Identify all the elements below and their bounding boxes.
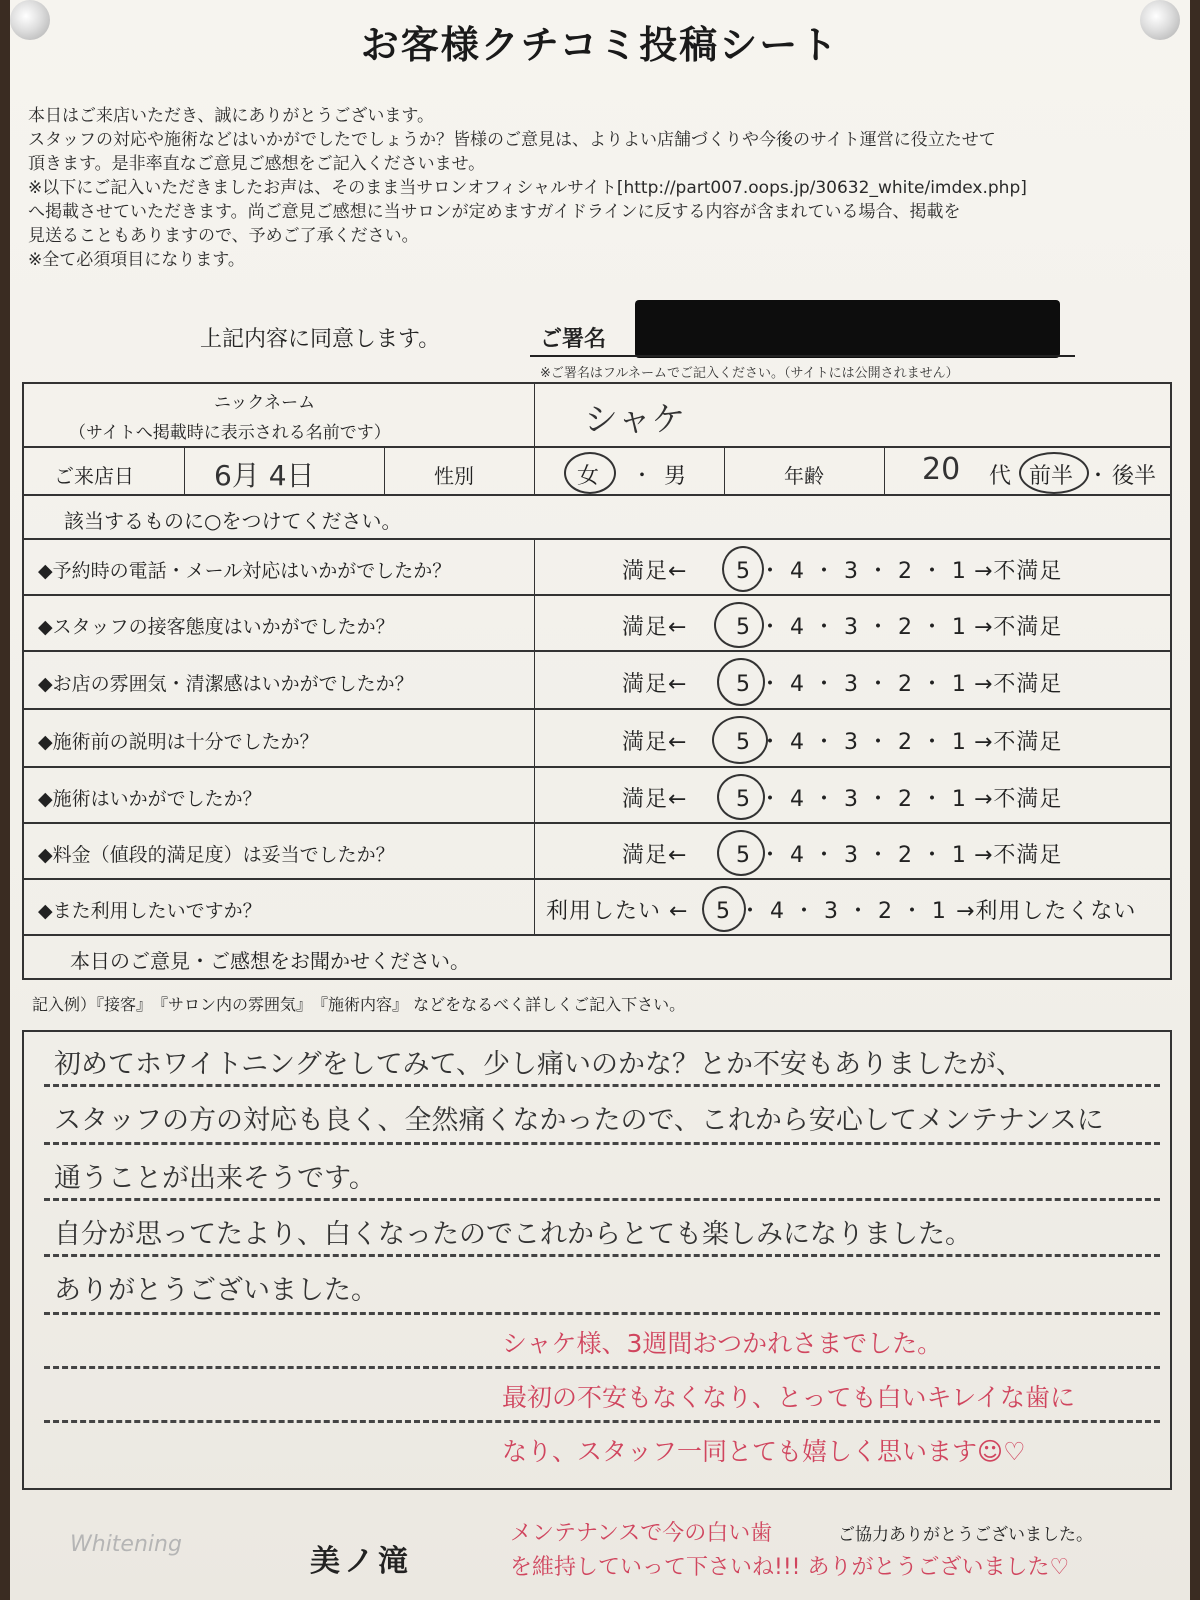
comment-area[interactable] bbox=[22, 1030, 1172, 1490]
dashed-line bbox=[44, 1420, 1160, 1423]
selection-circle bbox=[1019, 452, 1089, 494]
rating-scale[interactable]: 5 ・ 4 ・ 3 ・ 2 ・ 1 bbox=[736, 787, 967, 812]
question-text: ◆お店の雰囲気・清潔感はいかがでしたか？ bbox=[38, 673, 414, 695]
survey-sheet bbox=[10, 0, 1190, 1600]
intro-line: スタッフの対応や施術などはいかがでしたでしょうか？皆様のご意見は、よりよい店舗づくりや今後のサイト運営に役立たせて bbox=[28, 130, 996, 150]
customer-comment-line: 自分が思ってたより、白くなったのでこれからとても楽しみになりました。 bbox=[54, 1219, 972, 1250]
nickname-value[interactable]: シャケ bbox=[584, 400, 686, 440]
scale-left-label: 利用したい ← bbox=[546, 899, 689, 924]
divider bbox=[534, 384, 536, 446]
dashed-line bbox=[44, 1312, 1160, 1315]
rating-circle bbox=[717, 658, 765, 706]
rating-circle bbox=[717, 830, 765, 876]
scale-left-label: 満足← bbox=[622, 615, 688, 640]
customer-comment-line: 初めてホワイトニングをしてみて、少し痛いのかな？とか不安もありましたが、 bbox=[54, 1049, 1024, 1080]
comment-example: 記入例）『接客』 『サロン内の雰囲気』 『施術内容』 などをなるべく詳しくご記入下さい。 bbox=[32, 995, 686, 1014]
dashed-line bbox=[44, 1198, 1160, 1201]
question-row bbox=[22, 824, 1172, 880]
staff-footer-note: メンテナンスで今の白い歯 bbox=[510, 1521, 773, 1546]
dashed-line bbox=[44, 1254, 1160, 1257]
scale-right-label: →不満足 bbox=[974, 672, 1063, 697]
dashed-line bbox=[44, 1084, 1160, 1087]
question-row bbox=[22, 652, 1172, 710]
visit-date-value[interactable]: 6月 4日 bbox=[214, 459, 315, 492]
scale-left-label: 満足← bbox=[622, 672, 688, 697]
signature-line bbox=[530, 355, 1075, 357]
dashed-line bbox=[44, 1366, 1160, 1369]
gender-separator: ・ bbox=[632, 463, 652, 487]
intro-line: へ掲載させていただきます。尚ご意見ご感想に当サロンが定めますガイドラインに反する内容が含まれている場合、掲載を bbox=[28, 202, 961, 222]
question-text: ◆予約時の電話・メール対応はいかがでしたか？ bbox=[38, 560, 452, 582]
rating-circle bbox=[717, 774, 765, 820]
gender-female[interactable]: 女 bbox=[577, 464, 600, 489]
divider bbox=[534, 448, 536, 494]
age-value[interactable]: 20 bbox=[922, 452, 961, 487]
divider bbox=[534, 880, 536, 934]
age-second-half[interactable]: 後半 bbox=[1112, 464, 1157, 489]
scale-left-label: 満足← bbox=[622, 559, 688, 584]
rating-scale[interactable]: 5 ・ 4 ・ 3 ・ 2 ・ 1 bbox=[736, 672, 967, 697]
question-row bbox=[22, 768, 1172, 824]
divider bbox=[384, 448, 386, 494]
visit-date-label: ご来店日 bbox=[54, 464, 134, 488]
thanks-text: ご協力ありがとうございました。 bbox=[838, 1525, 1093, 1545]
divider bbox=[534, 824, 536, 878]
age-unit: 代 bbox=[989, 464, 1012, 489]
nickname-row bbox=[22, 382, 1172, 448]
divider bbox=[534, 652, 536, 708]
customer-comment-line: ありがとうございました。 bbox=[54, 1275, 378, 1306]
question-text: ◆スタッフの接客態度はいかがでしたか？ bbox=[38, 616, 395, 638]
instruction-row bbox=[22, 496, 1172, 540]
rating-scale[interactable]: 5 ・ 4 ・ 3 ・ 2 ・ 1 bbox=[736, 843, 967, 868]
scale-right-label: →不満足 bbox=[974, 615, 1063, 640]
customer-comment-line: 通うことが出来そうです。 bbox=[54, 1163, 376, 1194]
intro-line: 本日はご来店いただき、誠にありがとうございます。 bbox=[28, 106, 434, 126]
rating-scale[interactable]: 5 ・ 4 ・ 3 ・ 2 ・ 1 bbox=[736, 730, 967, 755]
intro-line: ※以下にご記入いただきましたお声は、そのまま当サロンオフィシャルサイト[http://part007.oops.jp/30632_white/imdex.php] bbox=[28, 178, 1027, 198]
age-first-half[interactable]: 前半 bbox=[1029, 464, 1074, 489]
question-text: ◆施術はいかがでしたか？ bbox=[38, 788, 262, 810]
question-text: ◆料金（値段的満足度）は妥当でしたか？ bbox=[38, 844, 395, 866]
profile-row bbox=[22, 448, 1172, 496]
intro-line: 頂きます。是非率直なご意見ご感想をご記入くださいませ。 bbox=[28, 154, 486, 174]
rating-scale[interactable]: 5 ・ 4 ・ 3 ・ 2 ・ 1 bbox=[736, 615, 967, 640]
intro-line: ※全て必須項目になります。 bbox=[28, 250, 245, 270]
rating-scale[interactable]: 5 ・ 4 ・ 3 ・ 2 ・ 1 bbox=[736, 559, 967, 584]
rating-circle bbox=[714, 602, 764, 648]
age-separator: ・ bbox=[1088, 463, 1108, 487]
gender-male[interactable]: 男 bbox=[664, 464, 687, 489]
divider bbox=[534, 710, 536, 766]
dashed-line bbox=[44, 1142, 1160, 1145]
intro-text bbox=[28, 104, 1168, 272]
nickname-label: ニックネーム bbox=[214, 393, 316, 413]
staff-reply-line: 最初の不安もなくなり、とっても白いキレイな歯に bbox=[502, 1383, 1076, 1412]
sheet-title: お客様クチコミ投稿シート bbox=[360, 23, 840, 67]
selection-circle bbox=[564, 452, 616, 494]
scale-right-label: →不満足 bbox=[974, 843, 1063, 868]
divider bbox=[534, 768, 536, 822]
scale-right-label: →不満足 bbox=[974, 787, 1063, 812]
age-label: 年齢 bbox=[784, 464, 824, 488]
rating-circle bbox=[722, 546, 764, 592]
comment-heading: 本日のご意見・ご感想をお聞かせください。 bbox=[70, 949, 470, 973]
staff-footer-note: を維持していって下さいね!!! ありがとうございました♡ bbox=[510, 1555, 1070, 1580]
scale-left-label: 満足← bbox=[622, 787, 688, 812]
scale-right-label: →不満足 bbox=[974, 559, 1063, 584]
question-row bbox=[22, 710, 1172, 768]
divider bbox=[184, 448, 186, 494]
question-row bbox=[22, 596, 1172, 652]
divider bbox=[534, 540, 536, 594]
staff-signature: 美ノ滝 bbox=[310, 1544, 412, 1579]
nickname-sublabel: （サイトへ掲載時に表示される名前です） bbox=[69, 423, 391, 443]
scale-right-label: →不満足 bbox=[974, 730, 1063, 755]
scale-left-label: 満足← bbox=[622, 730, 688, 755]
scale-left-label: 満足← bbox=[622, 843, 688, 868]
question-row bbox=[22, 880, 1172, 936]
question-row bbox=[22, 540, 1172, 596]
gender-label: 性別 bbox=[434, 464, 474, 488]
divider bbox=[724, 448, 726, 494]
signature-note: ※ご署名はフルネームでご記入ください。（サイトには公開されません） bbox=[540, 366, 959, 381]
question-text: ◆施術前の説明は十分でしたか？ bbox=[38, 731, 319, 753]
rating-circle bbox=[702, 886, 746, 932]
redacted-signature bbox=[635, 300, 1060, 358]
rating-scale[interactable]: 5 ・ 4 ・ 3 ・ 2 ・ 1 bbox=[716, 899, 947, 924]
question-text: ◆また利用したいですか？ bbox=[38, 900, 262, 922]
staff-reply-line: なり、スタッフ一同とても嬉しく思います☺♡ bbox=[502, 1437, 1026, 1466]
customer-comment-line: スタッフの方の対応も良く、全然痛くなかったので、これから安心してメンテナンスに bbox=[54, 1105, 1104, 1136]
instruction-text: 該当するものに○をつけてください。 bbox=[64, 509, 402, 533]
divider bbox=[884, 448, 886, 494]
comment-heading-row bbox=[22, 936, 1172, 980]
staff-reply-line: シャケ様、3週間おつかれさまでした。 bbox=[502, 1329, 943, 1358]
divider bbox=[534, 596, 536, 650]
rating-circle bbox=[712, 716, 768, 764]
signature-label: ご署名 bbox=[540, 327, 607, 352]
brand-logo: Whitening bbox=[70, 1532, 182, 1557]
consent-text: 上記内容に同意します。 bbox=[200, 327, 441, 352]
scale-right-label: →利用したくない bbox=[956, 899, 1137, 924]
intro-line: 見送ることもありますので、予めご了承ください。 bbox=[28, 226, 419, 246]
